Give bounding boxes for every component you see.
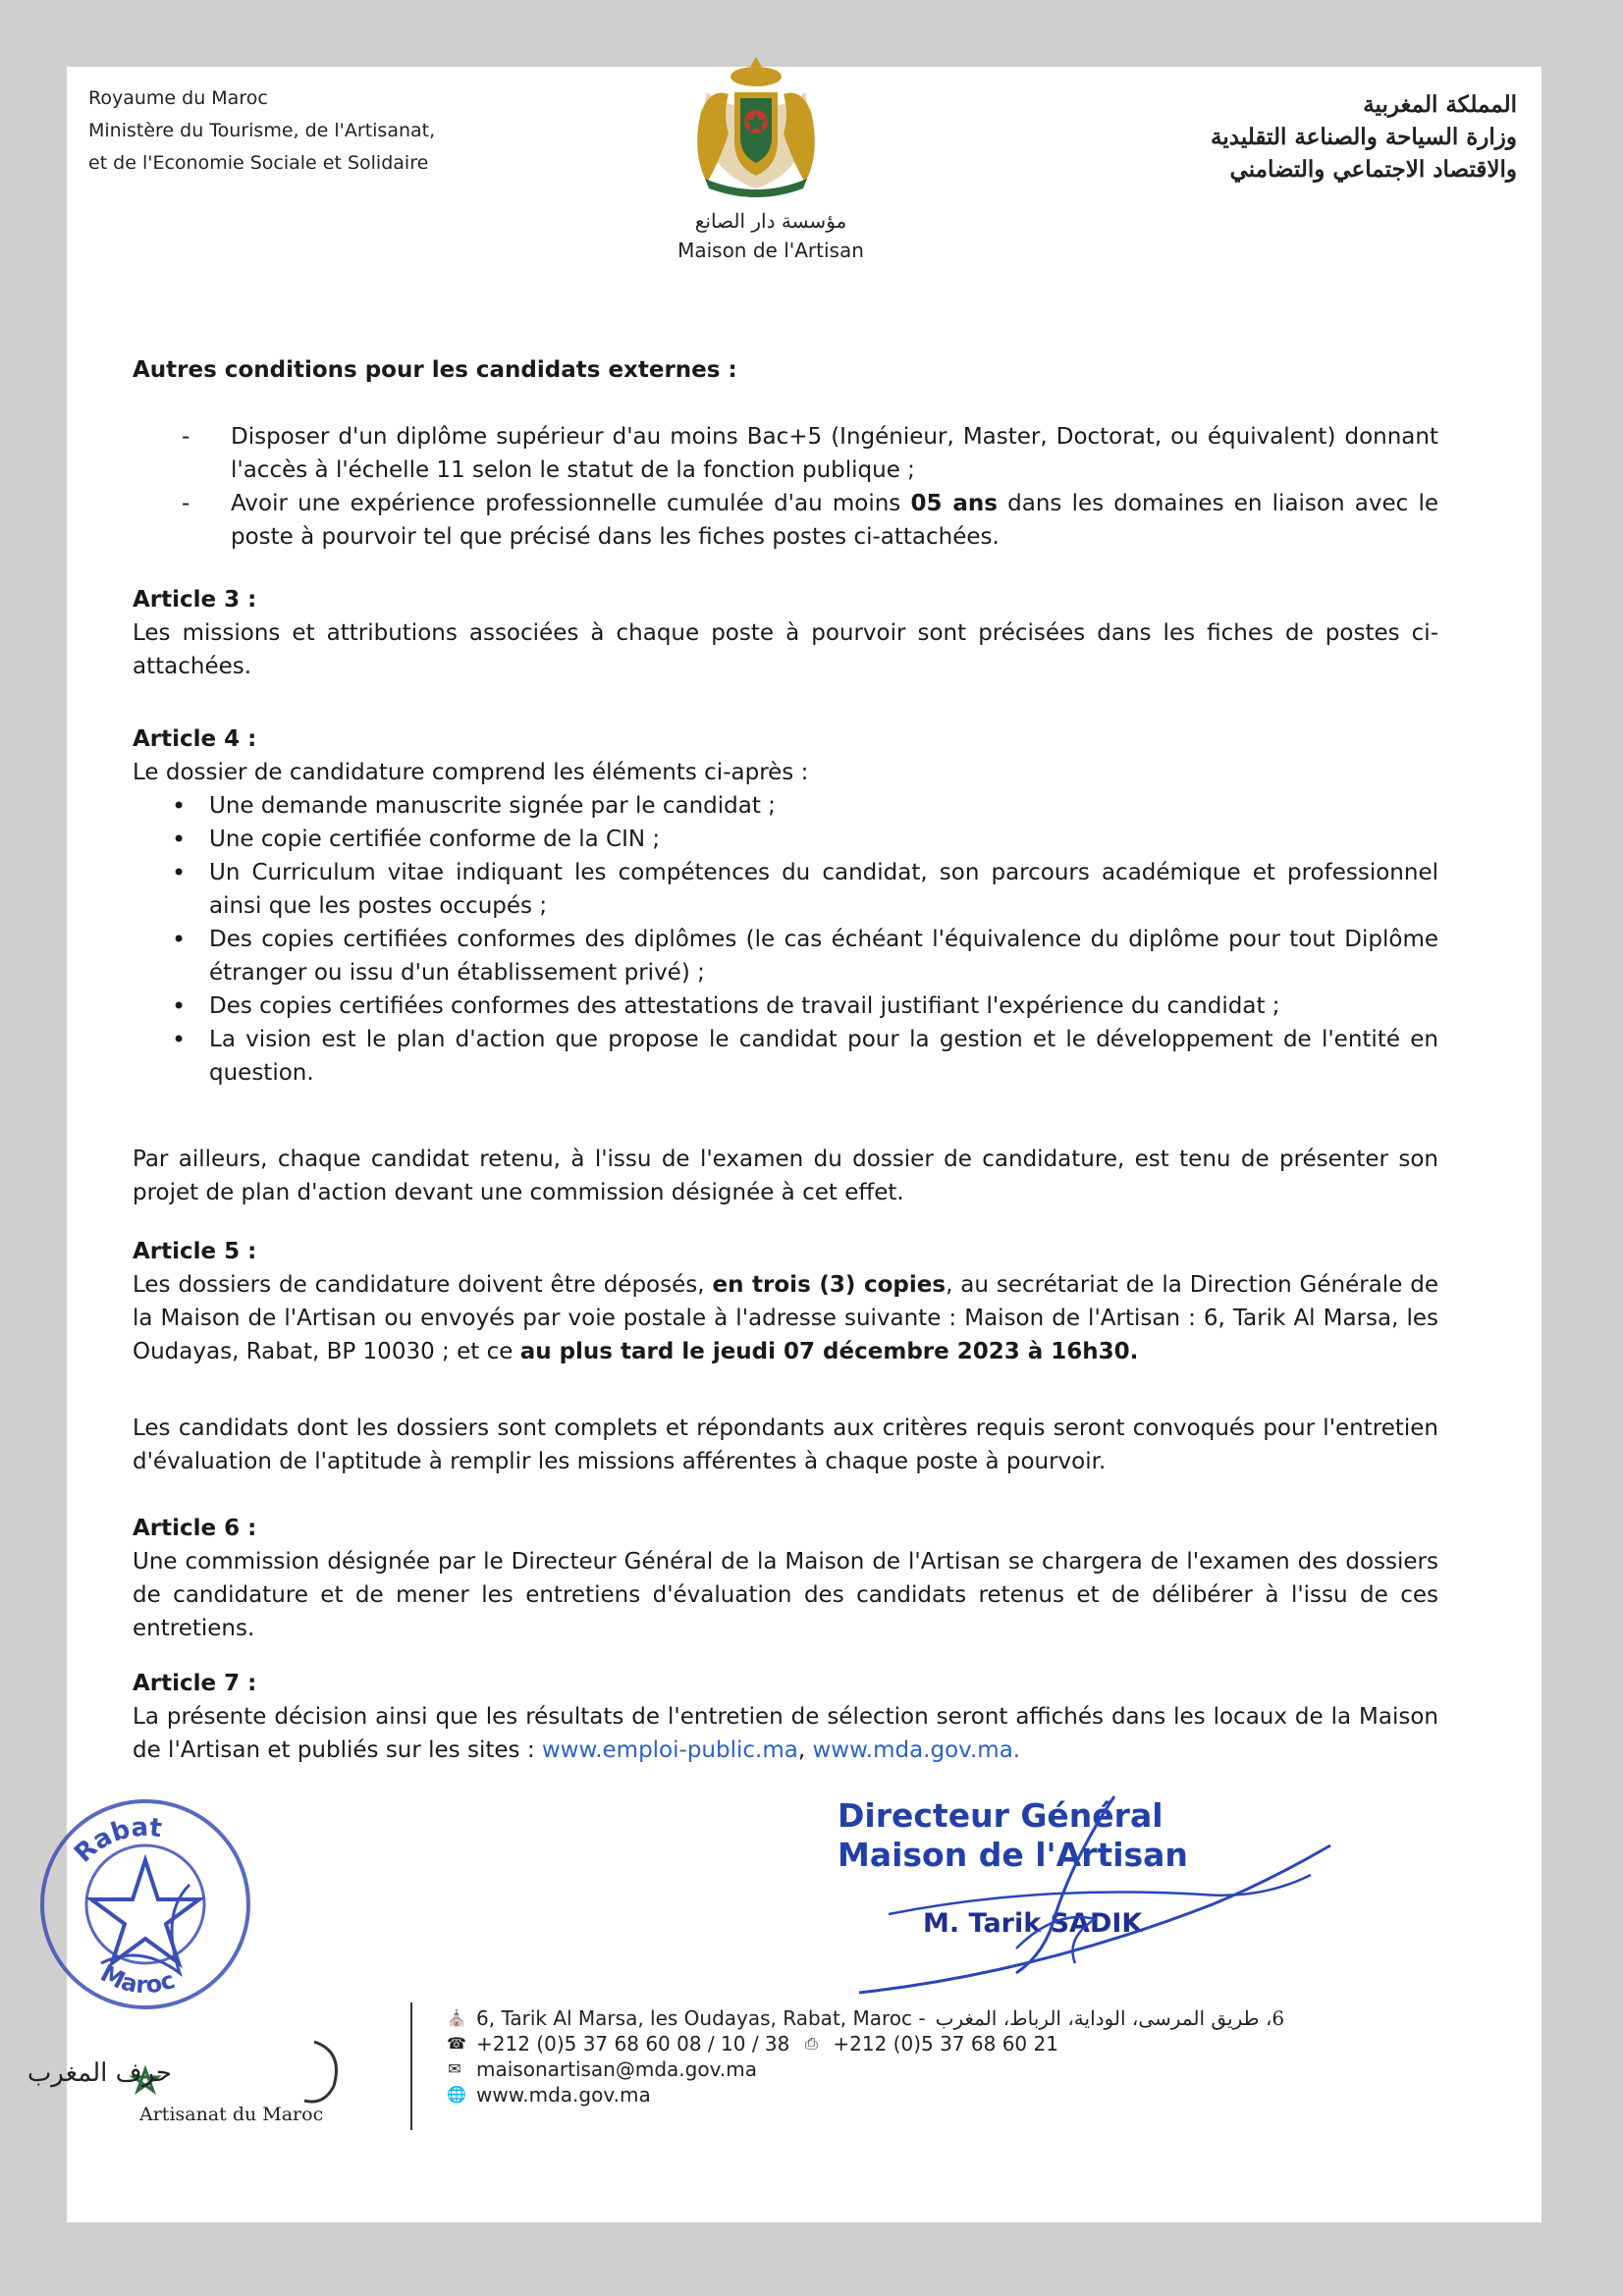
article-3-text: Les missions et attributions associées à chaque poste à pourvoir sont précisées dans les fiches de postes ci-attachées. xyxy=(133,620,1438,679)
external-conditions-section xyxy=(133,353,1438,387)
artisanat-du-maroc-logo xyxy=(27,2022,353,2130)
footer-address-fr: 6, Tarik Al Marsa, les Oudayas, Rabat, Maroc - xyxy=(476,2006,926,2030)
globe-icon: 🌐 xyxy=(447,2085,466,2104)
dossier-item: • Des copies certifiées conformes des diplômes (le cas échéant l'équivalence du diplôme pour tout Diplôme étranger ou issu d'un établissement privé) ; xyxy=(133,923,1438,989)
signature-title-line: Directeur Général xyxy=(838,1796,1163,1835)
link-mda[interactable]: www.mda.gov.ma. xyxy=(812,1737,1021,1763)
article-4-list xyxy=(133,789,1438,1090)
footer-website[interactable]: www.mda.gov.ma xyxy=(476,2083,651,2107)
article-6-text: Une commission désignée par le Directeur Général de la Maison de l'Artisan se chargera de l'examen des dossiers de candidature et de mener les entretiens d'évaluation des candidats retenus et de délibérer à l'issu de ces entretiens. xyxy=(133,1549,1438,1641)
footer-address-ar: 6، طريق المرسى، الوداية، الرباط، المغرب xyxy=(935,2006,1285,2030)
dossier-item: • La vision est le plan d'action que propose le candidat pour la gestion et le développement de l'entité en question. xyxy=(133,1023,1438,1090)
institution-name xyxy=(638,206,903,265)
footer-phone-row xyxy=(447,2031,1448,2056)
article-3-title: Article 3 : xyxy=(133,587,257,613)
footer-phone[interactable]: +212 (0)5 37 68 60 08 / 10 / 38 xyxy=(476,2032,790,2056)
condition-item: - Disposer d'un diplôme supérieur d'au moins Bac+5 (Ingénieur, Master, Doctorat, ou équivalent) donnant l'accès à l'échelle 11 selon le statut de la fonction publique ; xyxy=(133,420,1438,487)
header-right-line: المملكة المغربية xyxy=(1363,91,1517,118)
link-emploi-public[interactable]: www.emploi-public.ma xyxy=(541,1737,798,1763)
header-left-line: Royaume du Maroc xyxy=(88,87,268,109)
external-conditions-heading: Autres conditions pour les candidats externes : xyxy=(133,357,737,383)
article-4-followup xyxy=(133,1143,1438,1209)
article-5 xyxy=(133,1235,1438,1368)
phone-icon: ☎ xyxy=(447,2034,466,2053)
header-left-line: et de l'Economie Sociale et Solidaire xyxy=(88,152,429,174)
external-conditions-list xyxy=(133,420,1438,554)
article-5-second xyxy=(133,1412,1438,1478)
article-5-paragraph-2: Les candidats dont les dossiers sont complets et répondants aux critères requis seront convoqués pour l'entretien d'évaluation de l'aptitude à remplir les missions afférentes à chaque poste à pourvoir. xyxy=(133,1415,1438,1474)
logo-french-text: Artisanat du Maroc xyxy=(139,2104,324,2125)
email-icon: ✉ xyxy=(448,2059,461,2078)
stamp-top-text: Rabat xyxy=(69,1812,164,1869)
footer-email-row xyxy=(447,2056,1448,2082)
article-4-after-text: Par ailleurs, chaque candidat retenu, à l'issu de l'examen du dossier de candidature, est tenu de présenter son projet de plan d'action devant une commission désignée à cet effet. xyxy=(133,1147,1438,1205)
header-right-arabic xyxy=(1085,88,1517,186)
article-5-title: Article 5 : xyxy=(133,1239,257,1264)
header-left-line: Ministère du Tourisme, de l'Artisanat, xyxy=(88,120,436,141)
article-7-text: La présente décision ainsi que les résultats de l'entretien de sélection seront affichés dans les locaux de la Maison de l'Artisan et publiés sur les sites : www.emploi-public.ma, www.mda.gov.ma. xyxy=(133,1704,1438,1763)
official-stamp xyxy=(8,1767,273,2032)
institution-name-ar: مؤسسة دار الصانع xyxy=(694,209,847,233)
article-6-title: Article 6 : xyxy=(133,1516,257,1541)
logo-arabic-text: حرف المغرب xyxy=(27,2058,172,2088)
dossier-item: • Des copies certifiées conformes des attestations de travail justifiant l'expérience du candidat ; xyxy=(133,989,1438,1023)
building-icon: ⛪ xyxy=(447,2008,466,2027)
footer-contact xyxy=(447,2005,1448,2108)
article-4-title: Article 4 : xyxy=(133,726,257,752)
article-7 xyxy=(133,1667,1438,1767)
article-7-title: Article 7 : xyxy=(133,1671,257,1696)
condition-item: - Avoir une expérience professionnelle cumulée d'au moins 05 ans dans les domaines en liaison avec le poste à pourvoir tel que précisé dans les fiches postes ci-attachées. xyxy=(133,487,1438,554)
footer-address-row xyxy=(447,2005,1448,2031)
footer-fax: +212 (0)5 37 68 60 21 xyxy=(833,2032,1058,2056)
institution-name-fr: Maison de l'Artisan xyxy=(677,239,864,262)
header-right-line: وزارة السياحة والصناعة التقليدية xyxy=(1211,124,1517,150)
signature-name: M. Tarik SADIK xyxy=(923,1908,1143,1939)
coat-of-arms-emblem xyxy=(687,53,825,200)
dossier-item: • Une demande manuscrite signée par le candidat ; xyxy=(133,789,1438,823)
fax-icon: ⎙ xyxy=(804,2034,818,2053)
article-3 xyxy=(133,583,1438,683)
header-right-line: والاقتصاد الاجتماعي والتضامني xyxy=(1229,156,1517,183)
signature-block xyxy=(820,1777,1370,2022)
article-5-paragraph-1: Les dossiers de candidature doivent être déposés, en trois (3) copies, au secrétariat de la Direction Générale de la Maison de l'Artisan ou envoyés par voie postale à l'adresse suivante : Maison de l'Artisan : 6, Tarik Al Marsa, les Oudayas, Rabat, BP 10030 ; et ce au plus tard le jeudi 07 décembre 2023 à 16h30. xyxy=(133,1272,1438,1364)
footer-email[interactable]: maisonartisan@mda.gov.ma xyxy=(476,2057,757,2081)
signature-title-line: Maison de l'Artisan xyxy=(838,1836,1188,1874)
stamp-bottom-text: Maroc xyxy=(95,1959,179,2000)
dossier-item: • Un Curriculum vitae indiquant les compétences du candidat, son parcours académique et professionnel ainsi que les postes occupés ; xyxy=(133,856,1438,923)
dossier-item: • Une copie certifiée conforme de la CIN ; xyxy=(133,823,1438,856)
article-6 xyxy=(133,1512,1438,1645)
external-conditions-list-wrap xyxy=(133,420,1438,554)
header-left xyxy=(88,82,435,180)
artisanat-logo-mark xyxy=(27,2022,353,2130)
article-4-intro: Le dossier de candidature comprend les éléments ci-après : xyxy=(133,760,809,785)
footer-website-row xyxy=(447,2082,1448,2108)
footer-divider xyxy=(410,2002,412,2130)
handwritten-signature xyxy=(820,1777,1370,2022)
article-4 xyxy=(133,722,1438,1090)
